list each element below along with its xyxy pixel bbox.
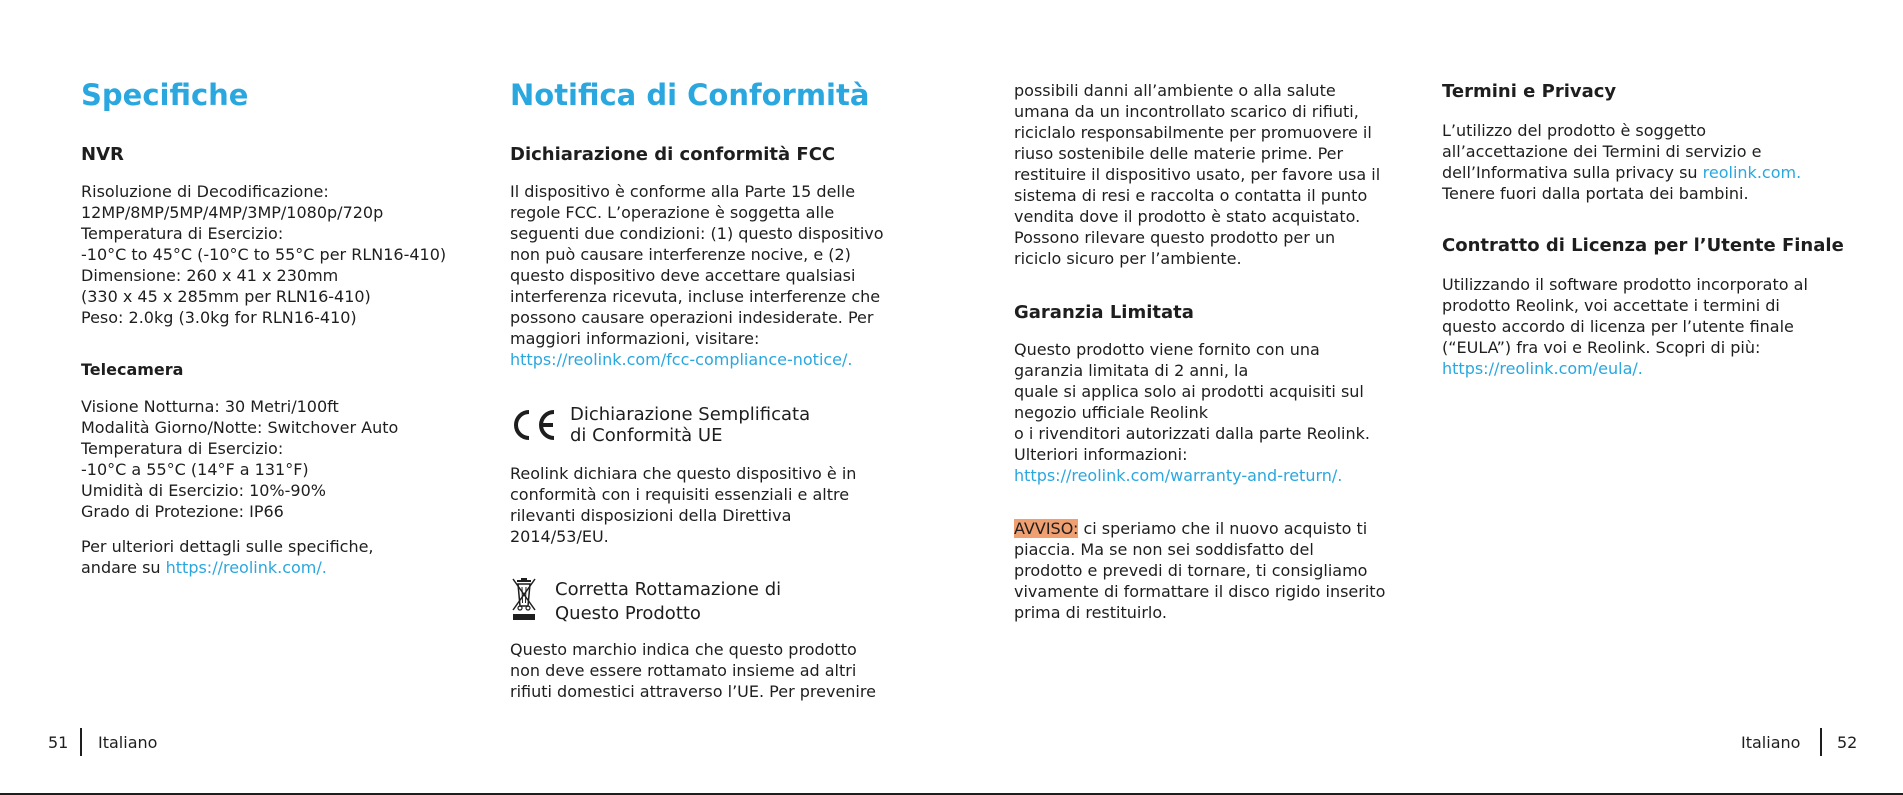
- disposal-line: rifiuti domestici attraverso l’UE. Per prevenire: [510, 682, 876, 701]
- disposal-continued-line: riuso sostenibile delle materie prime. Per: [1014, 144, 1344, 163]
- page-number-right: 52: [1837, 733, 1858, 752]
- page-language-left: Italiano: [98, 733, 158, 752]
- nvr-spec-line: -10°C to 45°C (-10°C to 55°C per RLN16-410): [81, 245, 447, 264]
- camera-specs: [81, 396, 398, 522]
- more-details-line2: [81, 557, 374, 578]
- ce-text: [510, 463, 856, 547]
- disposal-continued-text: [1014, 80, 1380, 269]
- fcc-line: regole FCC. L’operazione è soggetta alle: [510, 203, 835, 222]
- nvr-spec-line: Risoluzione di Decodificazione:: [81, 182, 329, 201]
- disposal-continued-line: riciclalo responsabilmente per promuovere il: [1014, 123, 1372, 142]
- ce-heading-line: di Conformità UE: [570, 425, 723, 446]
- disposal-line: non deve essere rottamato insieme ad altri: [510, 661, 857, 680]
- specs-title: Specifiche: [81, 78, 249, 112]
- fcc-text: [510, 181, 884, 370]
- nvr-heading: NVR: [81, 144, 124, 165]
- disposal-heading-line: Questo Prodotto: [555, 603, 701, 624]
- eula-line: (“EULA”) fra voi e Reolink. Scopri di più:: [1442, 338, 1761, 357]
- page-number-left: 51: [48, 733, 69, 752]
- warranty-line: Questo prodotto viene fornito con una: [1014, 340, 1320, 359]
- disposal-continued-line: Possono rilevare questo prodotto per un: [1014, 228, 1336, 247]
- fcc-heading: Dichiarazione di conformità FCC: [510, 144, 836, 165]
- warranty-link[interactable]: https://reolink.com/warranty-and-return/.: [1014, 466, 1343, 485]
- eula-line: Utilizzando il software prodotto incorporato al: [1442, 275, 1808, 294]
- footer-divider: [1820, 728, 1822, 756]
- terms-line3-prefix: dell’Informativa sulla privacy su: [1442, 163, 1703, 182]
- disposal-heading: [555, 578, 781, 626]
- reolink-link[interactable]: https://reolink.com/.: [165, 558, 327, 577]
- crossed-bin-icon: [510, 576, 538, 622]
- warranty-line: negozio ufficiale Reolink: [1014, 403, 1209, 422]
- ce-line: Reolink dichiara che questo dispositivo è in: [510, 464, 857, 483]
- notice-first-text: ci speriamo che il nuovo acquisto ti: [1078, 519, 1368, 538]
- terms-line: Tenere fuori dalla portata dei bambini.: [1442, 184, 1749, 203]
- disposal-continued-line: umana da un incontrollato scarico di rifiuti,: [1014, 102, 1359, 121]
- more-details: [81, 536, 374, 578]
- more-details-line: Per ulteriori dettagli sulle specifiche,: [81, 537, 374, 556]
- terms-heading: Termini e Privacy: [1442, 81, 1617, 102]
- nvr-spec-line: 12MP/8MP/5MP/4MP/3MP/1080p/720p: [81, 203, 384, 222]
- ce-line: rilevanti disposizioni della Direttiva: [510, 506, 792, 525]
- fcc-line: non può causare interferenze nocive, e (2): [510, 245, 851, 264]
- warranty-heading: Garanzia Limitata: [1014, 302, 1194, 323]
- nvr-spec-line: Temperatura di Esercizio:: [81, 224, 284, 243]
- nvr-specs: [81, 181, 446, 328]
- nvr-spec-line: Peso: 2.0kg (3.0kg for RLN16-410): [81, 308, 357, 327]
- camera-spec-line: Modalità Giorno/Notte: Switchover Auto: [81, 418, 399, 437]
- footer-divider: [80, 728, 82, 756]
- terms-line: L’utilizzo del prodotto è soggetto: [1442, 121, 1707, 140]
- notice-line: piaccia. Ma se non sei soddisfatto del: [1014, 540, 1314, 559]
- notice-first-line: [1014, 518, 1385, 539]
- terms-line: all’accettazione dei Termini di servizio e: [1442, 142, 1762, 161]
- privacy-link[interactable]: reolink.com.: [1702, 163, 1802, 182]
- warranty-line: Ulteriori informazioni:: [1014, 445, 1188, 464]
- warranty-line: quale si applica solo ai prodotti acquisiti sul: [1014, 382, 1364, 401]
- disposal-continued-line: riciclo sicuro per l’ambiente.: [1014, 249, 1242, 268]
- eula-line: prodotto Reolink, voi accettate i termini di: [1442, 296, 1780, 315]
- ce-heading-line: Dichiarazione Semplificata: [570, 404, 811, 425]
- fcc-line: interferenza ricevuta, incluse interferenze che: [510, 287, 881, 306]
- camera-spec-line: -10°C a 55°C (14°F a 131°F): [81, 460, 309, 479]
- eula-link[interactable]: https://reolink.com/eula/.: [1442, 359, 1643, 378]
- terms-text: [1442, 120, 1801, 204]
- fcc-line: maggiori informazioni, visitare:: [510, 329, 760, 348]
- disposal-continued-line: sistema di resi e raccolta o contatta il punto: [1014, 186, 1368, 205]
- fcc-line: possono causare operazioni indesiderate. Per: [510, 308, 874, 327]
- ce-line: 2014/53/EU.: [510, 527, 609, 546]
- disposal-heading-line: Corretta Rottamazione di: [555, 579, 782, 600]
- eula-heading: Contratto di Licenza per l’Utente Finale: [1442, 235, 1844, 256]
- eula-text: [1442, 274, 1808, 379]
- notice-line: vivamente di formattare il disco rigido inserito: [1014, 582, 1386, 601]
- notice-line: prima di restituirlo.: [1014, 603, 1167, 622]
- camera-heading: Telecamera: [81, 360, 184, 379]
- disposal-continued-line: restituire il dispositivo usato, per favore usa il: [1014, 165, 1381, 184]
- warranty-line: garanzia limitata di 2 anni, la: [1014, 361, 1249, 380]
- conformity-title: Notifica di Conformità: [510, 78, 870, 112]
- ce-mark-icon: [510, 408, 558, 442]
- eula-line: questo accordo di licenza per l’utente finale: [1442, 317, 1794, 336]
- disposal-line: Questo marchio indica che questo prodotto: [510, 640, 857, 659]
- disposal-text: [510, 639, 876, 702]
- notice-label: AVVISO:: [1014, 519, 1079, 538]
- nvr-spec-line: Dimensione: 260 x 41 x 230mm: [81, 266, 339, 285]
- nvr-spec-line: (330 x 45 x 285mm per RLN16-410): [81, 287, 371, 306]
- disposal-continued-line: vendita dove il prodotto è stato acquistato.: [1014, 207, 1361, 226]
- ce-heading: [570, 404, 810, 446]
- fcc-line: Il dispositivo è conforme alla Parte 15 delle: [510, 182, 856, 201]
- camera-spec-line: Visione Notturna: 30 Metri/100ft: [81, 397, 339, 416]
- fcc-line: seguenti due condizioni: (1) questo dispositivo: [510, 224, 884, 243]
- more-details-prefix: andare su: [81, 558, 166, 577]
- camera-spec-line: Grado di Protezione: IP66: [81, 502, 284, 521]
- camera-spec-line: Temperatura di Esercizio:: [81, 439, 284, 458]
- warranty-text: [1014, 339, 1370, 486]
- page-language-right: Italiano: [1741, 733, 1801, 752]
- camera-spec-line: Umidità di Esercizio: 10%-90%: [81, 481, 326, 500]
- terms-line3: [1442, 162, 1801, 183]
- notice-line: prodotto e prevedi di tornare, ti consigliamo: [1014, 561, 1368, 580]
- fcc-compliance-link[interactable]: https://reolink.com/fcc-compliance-notice/.: [510, 350, 853, 369]
- fcc-line: questo dispositivo deve accettare qualsiasi: [510, 266, 856, 285]
- ce-line: conformità con i requisiti essenziali e altre: [510, 485, 850, 504]
- warranty-line: o i rivenditori autorizzati dalla parte Reolink.: [1014, 424, 1370, 443]
- disposal-continued-line: possibili danni all’ambiente o alla salute: [1014, 81, 1336, 100]
- notice-text: [1014, 518, 1385, 623]
